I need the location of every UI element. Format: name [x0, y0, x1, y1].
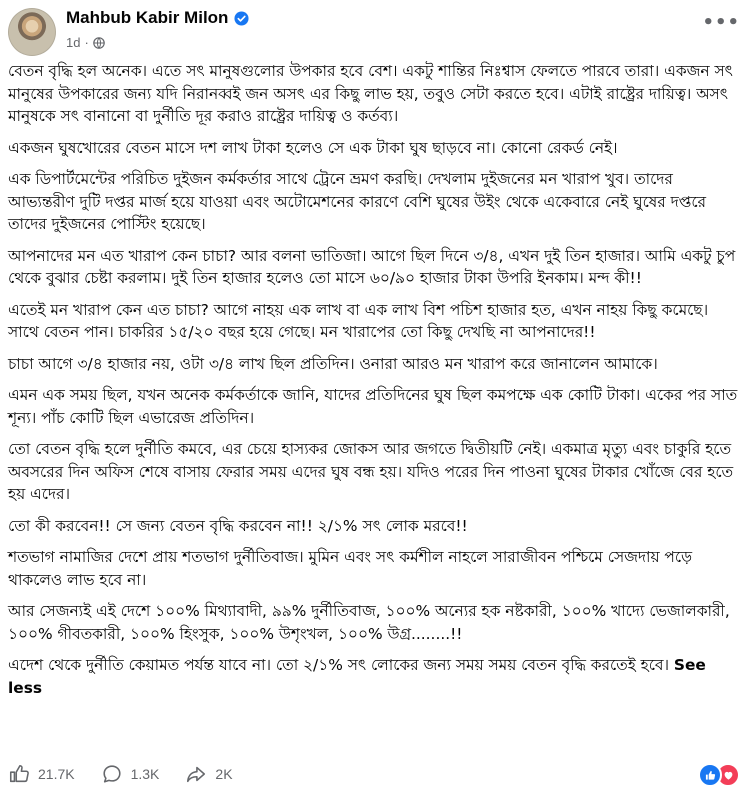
comment-button[interactable] — [101, 763, 160, 785]
thumbs-up-icon — [8, 763, 30, 785]
comment-icon — [101, 763, 123, 785]
post-last-paragraph — [8, 654, 742, 699]
post-header — [8, 6, 742, 58]
share-icon — [185, 763, 207, 785]
like-count: 21.7K — [38, 766, 75, 782]
post-paragraph: শতভাগ নামাজির দেশে প্রায় শতভাগ দুর্নীতিবাজ। মুমিন এবং সৎ কর্মশীল নাহলে সারাজীবন পশ্চিমে সেজদায় পড়ে থাকলেও লাভ হবে না। — [8, 548, 693, 589]
post-paragraph: একজন ঘুষখোরের বেতন মাসে দশ লাখ টাকা হলেও সে এক টাকা ঘুষ ছাড়বে না। কোনো রেকর্ড নেই। — [8, 138, 618, 157]
post-paragraph-text: এদেশ থেকে দুর্নীতি কেয়ামত পর্যন্ত যাবে না। তো ২/১% সৎ লোকের জন্য সময় সময় বেতন বৃদ্ধি করতেই হবে। — [8, 656, 669, 674]
post-paragraph: এমন এক সময় ছিল, যখন অনেক কর্মকর্তাকে জানি, যাদের প্রতিদিনের ঘুষ ছিল কমপক্ষে এক কোটি টাকা। একের পর সাত শূন্য। পাঁচ কোটি ছিল এভারেজ প্রতিদিন। — [8, 386, 738, 427]
post-paragraph: তো কী করবেন!! সে জন্য বেতন বৃদ্ধি করবেন না!! ২/১% সৎ লোক মরবে!! — [8, 516, 468, 535]
share-button[interactable] — [185, 763, 232, 785]
globe-icon[interactable] — [93, 37, 105, 49]
post-body — [8, 60, 742, 708]
post-paragraph: বেতন বৃদ্ধি হল অনেক। এতে সৎ মানুষগুলোর উপকার হবে বেশ। একটু শান্তির নিঃশ্বাস ফেলতে পারবে তারা। একজন সৎ মানুষের উপকারের জন্য যদি নিরানব্বই জন অসৎ এর কিছু লাভ হয়, তবুও সেটা করতে হবে। এটাই রাষ্ট্রের দায়িত্ব। অসৎ মানুষকে সৎ বানানো বা দুর্নীতি দূর করাও রাষ্ট্রের দায়িত্ব ও কর্তব্য। — [8, 62, 733, 125]
post-paragraph: চাচা আগে ৩/৪ হাজার নয়, ওটা ৩/৪ লাখ ছিল প্রতিদিন। ওনারা আরও মন খারাপ করে জানালেন আমাকে। — [8, 354, 658, 373]
author-name[interactable]: Mahbub Kabir Milon — [66, 8, 229, 27]
post-paragraph: এক ডিপার্টমেন্টের পরিচিত দুইজন কর্মকর্তার সাথে ট্রেনে ভ্রমণ করছি। দেখলাম দুইজনের মন খারাপ খুব। তাদের আভ্যন্তরীণ দুটি দপ্তর মার্জ হয়ে যাওয়া এবং অটোমেশনের কারণে বেশি ঘুষের উইং থেকে একেবারে নেই ঘুষের দপ্তরে তাদের দুইজনের পোস্টিং হয়েছে। — [8, 170, 706, 233]
post-paragraph: তো বেতন বৃদ্ধি হলে দুর্নীতি কমবে, এর চেয়ে হাস্যকর জোকস আর জগতে দ্বিতীয়টি নেই। একমাত্র মৃত্যু এবং চাকুরি হতে অবসরের দিন অফিস শেষে বাসায় ফেরার সময় এদের ঘুষ বন্ধ হয়। যদিও পরের দিন পাওনা ঘুষের টাকার খোঁজে বের হতে হয় এদের। — [8, 440, 734, 503]
more-options-icon[interactable]: ••• — [702, 12, 740, 33]
share-count: 2K — [215, 766, 233, 782]
like-button[interactable] — [8, 763, 75, 785]
post-paragraph: আর সেজন্যই এই দেশে ১০০% মিথ্যাবাদী, ৯৯% দুর্নীতিবাজ, ১০০% অন্যের হক নষ্টকারী, ১০০% খাদ্যে ভেজালকারী, ১০০% গীবতকারী, ১০০% হিংসুক, ১০০% উশৃংখল, ১০০% উগ্র........!! — [8, 602, 730, 643]
author-avatar[interactable] — [8, 8, 56, 56]
post-paragraph: এতেই মন খারাপ কেন এত চাচা? আগে নাহয় এক লাখ বা এক লাখ বিশ পচিশ হাজার হত, এখন নাহয় কিছু কমেছে। সাথে বেতন পান। চাকরির ১৫/২০ বছর হয়ে গেছে। মন খারাপের তো কিছু দেখছি না আপনাদের!! — [8, 300, 709, 341]
see-less-link[interactable]: See less — [8, 656, 706, 697]
comment-count: 1.3K — [130, 766, 160, 782]
post-meta — [66, 35, 105, 50]
like-reaction-icon — [698, 763, 722, 787]
post-time[interactable]: 1d — [66, 35, 81, 50]
author-name-row — [66, 8, 249, 28]
post-paragraph: আপনাদের মন এত খারাপ কেন চাচা? আর বলনা ভাতিজা। আগে ছিল দিনে ৩/৪, এখন দুই তিন হাজার। আমি একটু চুপ থেকে বুঝার চেষ্টা করলাম। দুই তিন হাজার হলেও তো মাসে ৬০/৯০ হাজার টাকা উপরি ইনকাম। মন্দ কী!! — [8, 246, 736, 287]
reaction-summary[interactable] — [698, 763, 740, 787]
post-actions — [8, 758, 742, 790]
meta-separator: · — [84, 35, 89, 50]
verified-badge-icon — [234, 11, 249, 26]
